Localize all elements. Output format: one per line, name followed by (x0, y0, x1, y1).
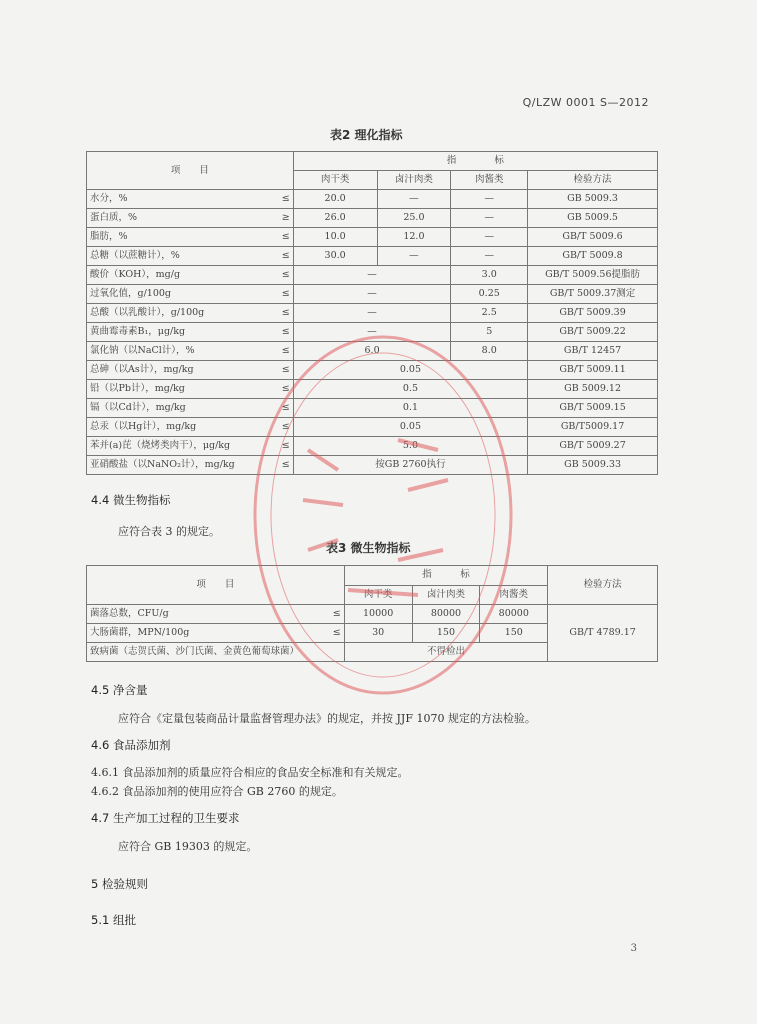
row-symbol: ≤ (323, 605, 344, 624)
cell-method: GB/T 5009.27 (528, 437, 658, 456)
cell-value: 10000 (344, 605, 412, 624)
cell-value: 12.0 (377, 228, 451, 247)
row-name: 铅（以Pb计），mg/kg (87, 380, 273, 399)
row-symbol: ≤ (272, 285, 293, 304)
table-row (87, 266, 658, 285)
cell-value: 150 (480, 624, 548, 643)
page-number: 3 (630, 943, 637, 954)
table2-col-header: 肉酱类 (451, 171, 528, 190)
cell-method: GB/T 12457 (528, 342, 658, 361)
row-symbol: ≤ (272, 342, 293, 361)
cell-value: 0.1 (293, 399, 527, 418)
row-name: 大肠菌群，MPN/100g (87, 624, 324, 643)
table-row (87, 228, 658, 247)
cell-value: — (293, 323, 451, 342)
section-4-5-text: 应符合《定量包装商品计量监督管理办法》的规定，并按 JJF 1070 规定的方法检验。 (118, 712, 536, 725)
table-row (87, 247, 658, 266)
table3-caption: 表3 微生物指标 (326, 541, 411, 555)
cell-value: 10.0 (293, 228, 377, 247)
cell-value: — (377, 190, 451, 209)
table-row (87, 456, 658, 475)
cell-value: — (293, 285, 451, 304)
row-symbol: ≤ (272, 266, 293, 285)
cell-value: — (451, 209, 528, 228)
table-row (87, 342, 658, 361)
row-symbol: ≤ (272, 361, 293, 380)
row-name: 总砷（以As计），mg/kg (87, 361, 273, 380)
cell-value: 0.5 (293, 380, 527, 399)
table-row (87, 209, 658, 228)
section-4-4-text: 应符合表 3 的规定。 (118, 525, 220, 538)
table-row (87, 323, 658, 342)
table2-col-header: 肉干类 (293, 171, 377, 190)
table-row (87, 190, 658, 209)
cell-value: 8.0 (451, 342, 528, 361)
cell-method: GB/T 5009.22 (528, 323, 658, 342)
table-row (87, 285, 658, 304)
cell-method: GB 5009.5 (528, 209, 658, 228)
row-symbol: ≤ (272, 323, 293, 342)
cell-value: — (293, 266, 451, 285)
row-symbol: ≤ (272, 228, 293, 247)
cell-method: GB/T 5009.56提脂肪 (528, 266, 658, 285)
row-symbol: ≤ (272, 418, 293, 437)
table-row (87, 304, 658, 323)
row-name: 镉（以Cd计），mg/kg (87, 399, 273, 418)
cell-value: 0.05 (293, 418, 527, 437)
table2-caption: 表2 理化指标 (330, 128, 403, 142)
table3 (86, 565, 658, 662)
row-name: 菌落总数，CFU/g (87, 605, 324, 624)
cell-method: GB/T 5009.11 (528, 361, 658, 380)
cell-method: GB/T 5009.15 (528, 399, 658, 418)
table2-head-index: 指 标 (293, 152, 657, 171)
cell-value: 6.0 (293, 342, 451, 361)
cell-value: 按GB 2760执行 (293, 456, 527, 475)
cell-value: 150 (412, 624, 480, 643)
section-4-7-title: 4.7 生产加工过程的卫生要求 (91, 811, 240, 825)
section-4-6-2: 4.6.2 食品添加剂的使用应符合 GB 2760 的规定。 (91, 785, 343, 798)
section-5-1-title: 5.1 组批 (91, 913, 136, 927)
row-symbol: ≤ (272, 304, 293, 323)
cell-value: 3.0 (451, 266, 528, 285)
cell-value: 0.25 (451, 285, 528, 304)
section-4-6-title: 4.6 食品添加剂 (91, 738, 171, 752)
row-name: 蛋白质，% (87, 209, 273, 228)
cell-value: — (451, 190, 528, 209)
cell-method: GB/T 4789.17 (548, 605, 658, 662)
standard-code: Q/LZW 0001 S—2012 (522, 96, 649, 109)
row-name: 总汞（以Hg计），mg/kg (87, 418, 273, 437)
cell-value: 20.0 (293, 190, 377, 209)
row-symbol: ≤ (272, 456, 293, 475)
row-name: 亚硝酸盐（以NaNO₂计），mg/kg (87, 456, 273, 475)
section-4-7-text: 应符合 GB 19303 的规定。 (118, 840, 258, 853)
row-symbol: ≤ (272, 437, 293, 456)
row-name: 致病菌（志贺氏菌、沙门氏菌、金黄色葡萄球菌） (87, 643, 345, 662)
row-name: 脂肪，% (87, 228, 273, 247)
cell-value: 30 (344, 624, 412, 643)
cell-method: GB/T 5009.39 (528, 304, 658, 323)
cell-value: 5 (451, 323, 528, 342)
row-name: 黄曲霉毒素B₁，μg/kg (87, 323, 273, 342)
row-name: 水分，% (87, 190, 273, 209)
cell-method: GB/T 5009.37测定 (528, 285, 658, 304)
table3-col-header: 肉酱类 (480, 585, 548, 605)
section-4-4-title: 4.4 微生物指标 (91, 493, 171, 507)
section-4-6-1: 4.6.1 食品添加剂的质量应符合相应的食品安全标准和有关规定。 (91, 766, 409, 779)
row-symbol: ≤ (272, 190, 293, 209)
row-name: 过氧化值，g/100g (87, 285, 273, 304)
table3-col-header: 卤汁肉类 (412, 585, 480, 605)
section-5-title: 5 检验规则 (91, 877, 148, 891)
table-row (87, 418, 658, 437)
cell-value: — (451, 247, 528, 266)
cell-value: 26.0 (293, 209, 377, 228)
cell-value: 25.0 (377, 209, 451, 228)
row-name: 氯化钠（以NaCl计），% (87, 342, 273, 361)
cell-value: — (377, 247, 451, 266)
cell-value: 0.05 (293, 361, 527, 380)
table3-col-header: 肉干类 (344, 585, 412, 605)
row-name: 酸价（KOH），mg/g (87, 266, 273, 285)
cell-value: — (451, 228, 528, 247)
table-row (87, 380, 658, 399)
cell-value: 5.0 (293, 437, 527, 456)
row-symbol: ≤ (272, 399, 293, 418)
section-4-5-title: 4.5 净含量 (91, 683, 148, 697)
row-name: 总酸（以乳酸计），g/100g (87, 304, 273, 323)
cell-value: 80000 (412, 605, 480, 624)
cell-method: GB/T 5009.6 (528, 228, 658, 247)
table2-col-header: 检验方法 (528, 171, 658, 190)
table3-head-index: 指 标 (344, 566, 547, 586)
cell-method: GB 5009.33 (528, 456, 658, 475)
row-name: 总糖（以蔗糖计），% (87, 247, 273, 266)
row-symbol: ≤ (272, 380, 293, 399)
table3-head-item: 项 目 (87, 566, 345, 605)
table-row (87, 399, 658, 418)
table-row (87, 605, 658, 624)
table-row (87, 437, 658, 456)
table-row (87, 361, 658, 380)
table2-col-header: 卤汁肉类 (377, 171, 451, 190)
cell-value: 2.5 (451, 304, 528, 323)
row-symbol: ≤ (272, 247, 293, 266)
table3-col-header: 检验方法 (548, 566, 658, 605)
table2-head-item: 项 目 (87, 152, 294, 190)
row-symbol: ≤ (323, 624, 344, 643)
cell-value: 30.0 (293, 247, 377, 266)
row-name: 苯并(a)芘（烧烤类肉干），μg/kg (87, 437, 273, 456)
cell-value: 不得检出 (344, 643, 547, 662)
row-symbol: ≥ (272, 209, 293, 228)
cell-method: GB/T 5009.8 (528, 247, 658, 266)
cell-value: 80000 (480, 605, 548, 624)
table2 (86, 151, 658, 475)
cell-value: — (293, 304, 451, 323)
cell-method: GB 5009.12 (528, 380, 658, 399)
cell-method: GB 5009.3 (528, 190, 658, 209)
cell-method: GB/T5009.17 (528, 418, 658, 437)
